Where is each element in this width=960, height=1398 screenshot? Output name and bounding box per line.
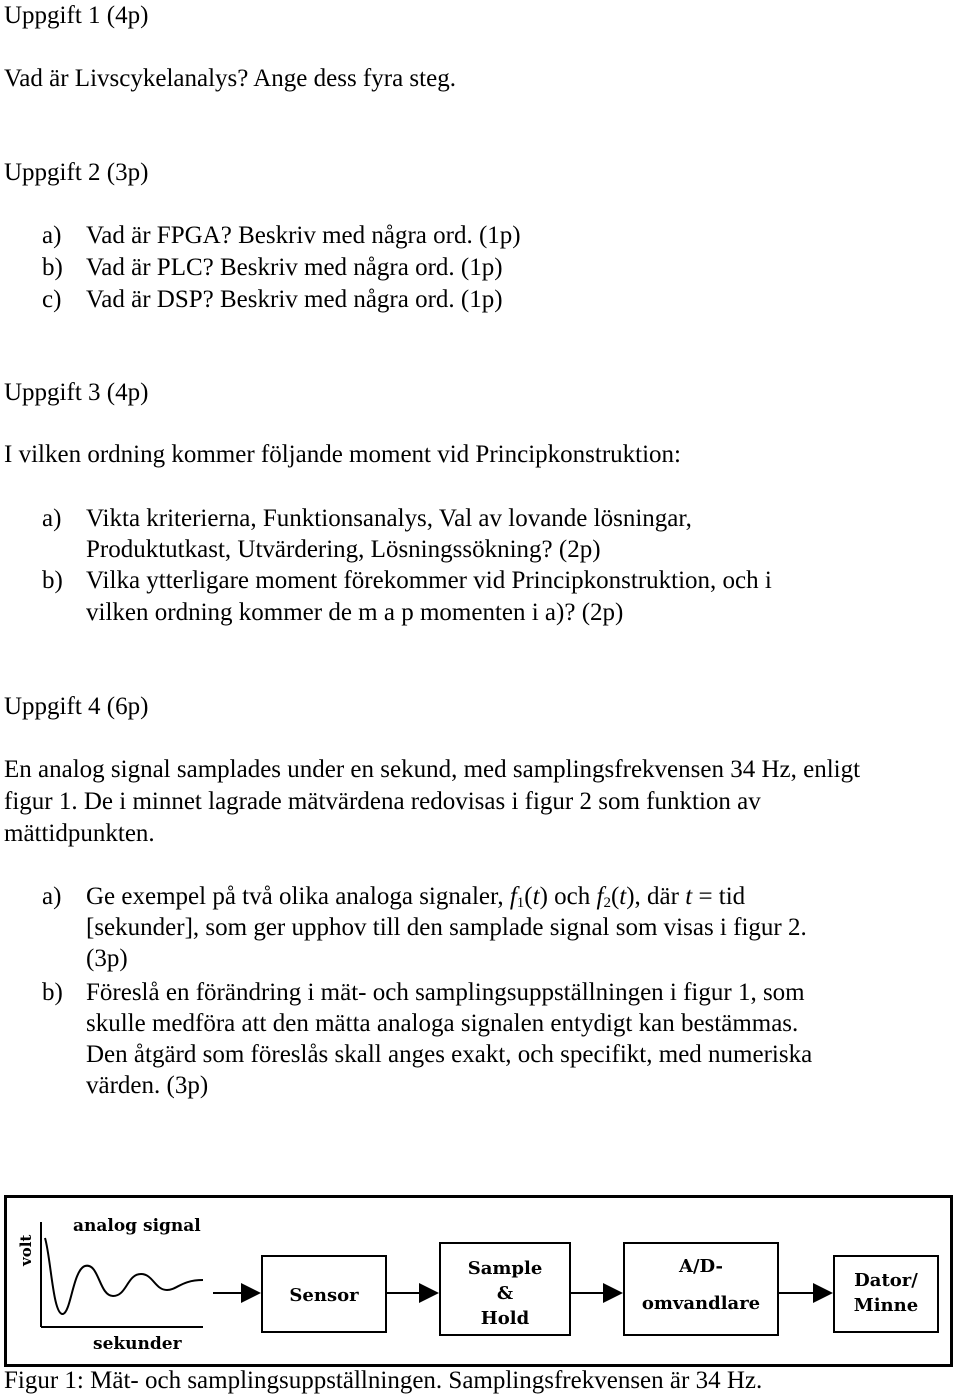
- q3-intro: I vilken ordning kommer följande moment vid Principkonstruktion:: [4, 441, 681, 468]
- q2-item-c-label: c): [42, 286, 62, 313]
- q2-item-a-text: Vad är FPGA? Beskriv med några ord. (1p): [86, 222, 521, 249]
- q4-title: Uppgift 4 (6p): [4, 693, 149, 720]
- figure-1-caption: Figur 1: Mät- och samplingsuppställningen. Samplingsfrekvensen är 34 Hz.: [4, 1367, 763, 1394]
- q2-item-c-text: Vad är DSP? Beskriv med några ord. (1p): [86, 286, 503, 313]
- figure-1-frame: [4, 1195, 953, 1367]
- q1-text: Vad är Livscykelanalys? Ange dess fyra steg.: [4, 65, 456, 92]
- analog-signal-plot: [17, 1216, 203, 1354]
- q2-item-a-label: a): [42, 222, 62, 249]
- q4-a-line3: (3p): [86, 945, 128, 972]
- hold-label: Hold: [480, 1308, 530, 1329]
- sample-label: Sample: [467, 1258, 543, 1279]
- q2-item-b-text: Vad är PLC? Beskriv med några ord. (1p): [86, 254, 503, 281]
- q2-item-b-label: b): [42, 254, 63, 281]
- q4-intro-line2: figur 1. De i minnet lagrade mätvärdena redovisas i figur 2 som funktion av: [4, 788, 761, 815]
- q3-a-line1: Vikta kriterierna, Funktionsanalys, Val av lovande lösningar,: [86, 505, 692, 532]
- analog-signal-curve: [45, 1238, 203, 1314]
- q1-title: Uppgift 1 (4p): [4, 2, 149, 29]
- q4-b-line1: Föreslå en förändring i mät- och samplingsuppställningen i figur 1, som: [86, 979, 805, 1006]
- q3-a-label: a): [42, 505, 62, 532]
- ad-label: A/D-: [679, 1256, 723, 1277]
- q3-title: Uppgift 3 (4p): [4, 379, 149, 406]
- sekunder-axis-label: sekunder: [93, 1334, 182, 1354]
- q4-intro-line3: mättidpunkten.: [4, 820, 155, 847]
- q3-b-line1: Vilka ytterligare moment förekommer vid Principkonstruktion, och i: [86, 567, 772, 594]
- q4-a-line1: Ge exempel på två olika analoga signaler, $f_1(t)$ och $f_2(t)$, där t = tid: [86, 883, 746, 911]
- dator-minne-box: [834, 1256, 938, 1332]
- q4-a-line2: [sekunder], som ger upphov till den samplade signal som visas i figur 2.: [86, 914, 807, 941]
- q2-title: Uppgift 2 (3p): [4, 159, 149, 186]
- q4-b-line3: Den åtgärd som föreslås skall anges exakt, och specifikt, med numeriska: [86, 1041, 813, 1068]
- ampersand-label: &: [496, 1283, 514, 1304]
- q4-b-label: b): [42, 979, 63, 1006]
- figure-1-diagram: [7, 1198, 950, 1364]
- q4-intro-line1: En analog signal samplades under en sekund, med samplingsfrekvensen 34 Hz, enligt: [4, 756, 861, 783]
- volt-axis-label: volt: [17, 1234, 35, 1266]
- analog-signal-title: analog signal: [73, 1216, 201, 1236]
- q4-b-line2: skulle medföra att den mätta analoga signalen entydigt kan bestämmas.: [86, 1010, 799, 1037]
- q4-b-line4: värden. (3p): [86, 1072, 209, 1099]
- q4-a-label: a): [42, 883, 62, 910]
- q3-b-line2: vilken ordning kommer de m a p momenten i a)? (2p): [86, 599, 624, 626]
- q3-a-line2: Produktutkast, Utvärdering, Lösningssökning? (2p): [86, 536, 601, 563]
- minne-label: Minne: [853, 1295, 919, 1316]
- dator-label: Dator/: [854, 1270, 918, 1291]
- omvandlare-label: omvandlare: [641, 1293, 761, 1314]
- q3-b-label: b): [42, 567, 63, 594]
- sensor-label: Sensor: [289, 1285, 359, 1306]
